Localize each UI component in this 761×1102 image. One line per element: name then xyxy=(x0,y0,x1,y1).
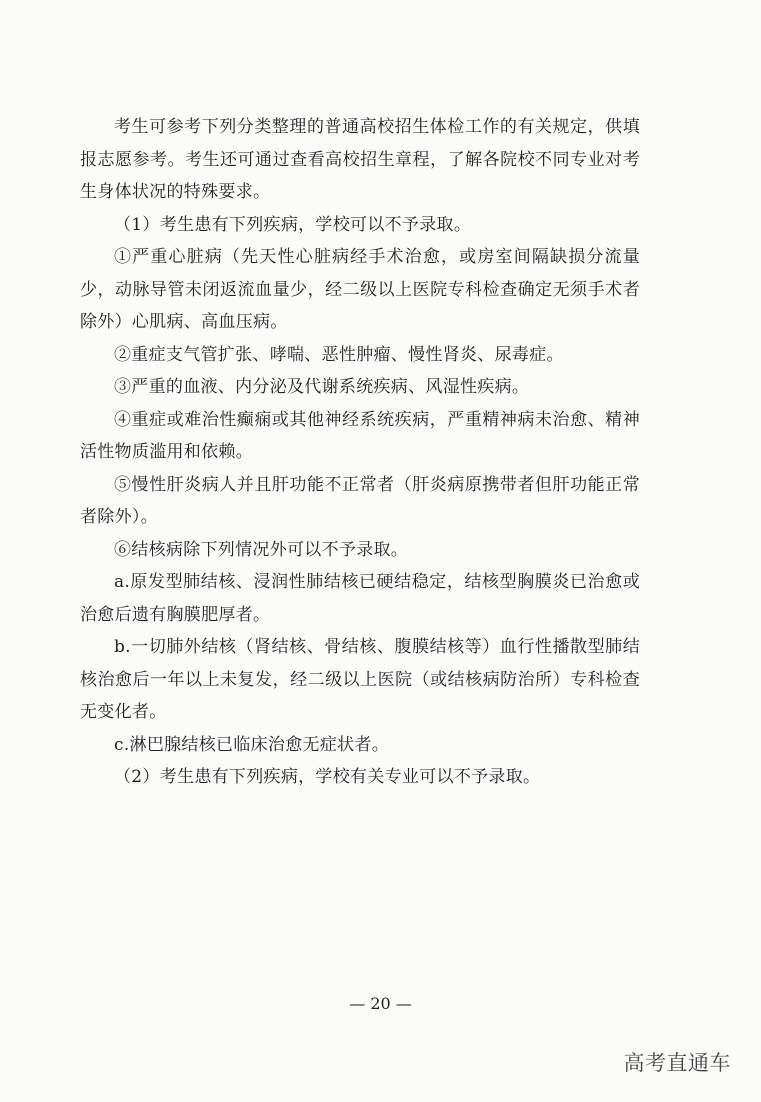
watermark-text: 高考直通车 xyxy=(623,1051,731,1075)
paragraph-section-1-heading: （1）考生患有下列疾病，学校可以不予录取。 xyxy=(114,214,472,235)
paragraph-item-6a: a.原发型肺结核、浸润性肺结核已硬结稳定，结核型胸膜炎已治愈或治愈后遗有胸膜肥厚者。 xyxy=(80,572,640,625)
page-number: — 20 — xyxy=(349,994,412,1013)
paragraph-item-3: ③严重的血液、内分泌及代谢系统疾病、风湿性疾病。 xyxy=(114,377,530,397)
paragraph-item-6c: c.淋巴腺结核已临床治愈无症状者。 xyxy=(114,734,390,755)
paragraph-item-4: ④重症或难治性癫痫或其他神经系统疾病，严重精神病未治愈、精神活性物质滥用和依赖。 xyxy=(80,409,640,462)
document-body xyxy=(80,111,640,794)
paragraph-item-6b: b.一切肺外结核（肾结核、骨结核、腹膜结核等）血行性播散型肺结核治愈后一年以上未复发，经二级以上医院（或结核病防治所）专科检查无变化者。 xyxy=(80,637,640,722)
paragraph-intro: 考生可参考下列分类整理的普通高校招生体检工作的有关规定，供填报志愿参考。考生还可通过查看高校招生章程，了解各院校不同专业对考生身体状况的特殊要求。 xyxy=(80,117,640,202)
paragraph-item-2: ②重症支气管扩张、哮喘、恶性肿瘤、慢性肾炎、尿毒症。 xyxy=(114,344,564,365)
paragraph-section-2-heading: （2）考生患有下列疾病，学校有关专业可以不予录取。 xyxy=(114,767,541,787)
paragraph-item-1: ①严重心脏病（先天性心脏病经手术治愈，或房室间隔缺损分流量少，动脉导管未闭返流血量少，经二级以上医院专科检查确定无须手术者除外）心肌病、高血压病。 xyxy=(80,247,640,332)
paragraph-item-6: ⑥结核病除下列情况外可以不予录取。 xyxy=(114,539,409,560)
paragraph-item-5: ⑤慢性肝炎病人并且肝功能不正常者（肝炎病原携带者但肝功能正常者除外）。 xyxy=(80,474,640,527)
